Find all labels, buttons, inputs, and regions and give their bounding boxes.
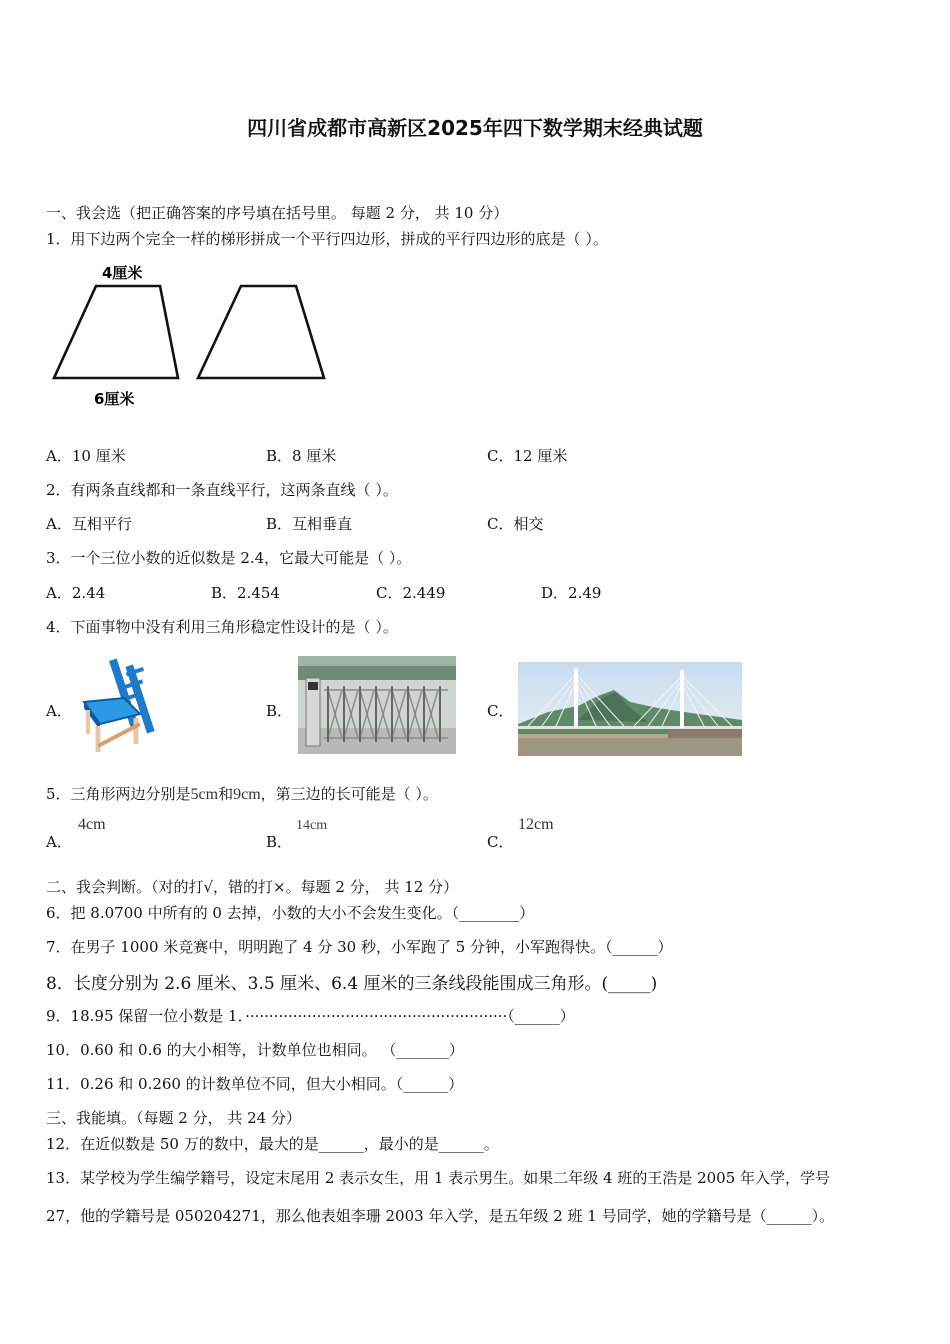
bridge-image	[518, 662, 742, 756]
q1-option-c: C．12 厘米	[487, 447, 568, 465]
question-3: 3．一个三位小数的近似数是 2.4，它最大可能是（ ）。	[46, 549, 412, 567]
chair-image	[78, 654, 158, 754]
q5-option-b: B．	[266, 833, 293, 851]
question-10: 10．0.60 和 0.6 的大小相等，计数单位也相同。 （_______）	[46, 1041, 464, 1059]
q3-option-b: B．2.454	[211, 584, 280, 602]
question-6: 6．把 8.0700 中所有的 0 去掉，小数的大小不会发生变化。（________）	[46, 904, 535, 922]
q5-option-b-value: 14cm	[296, 818, 328, 833]
question-4: 4．下面事物中没有利用三角形稳定性设计的是（ ）。	[46, 618, 398, 636]
q2-option-a: A．互相平行	[46, 515, 132, 533]
q5-option-a-value: 4cm	[78, 816, 106, 833]
q2-option-c: C．相交	[487, 515, 544, 533]
q4-option-b: B．	[266, 702, 293, 720]
section-2-heading: 二、我会判断。（对的打√，错的打×。每题 2 分， 共 12 分）	[46, 878, 459, 896]
q3-option-c: C．2.449	[376, 584, 446, 602]
q3-option-a: A．2.44	[46, 584, 106, 602]
q5-text-c: ，第三边的长可能是（ ）。	[260, 785, 438, 803]
q4-option-c: C．	[487, 702, 514, 720]
q1-option-a: A．10 厘米	[46, 447, 126, 465]
gate-image	[298, 656, 456, 754]
question-7: 7．在男子 1000 米竞赛中，明明跑了 4 分 30 秒，小军跑了 5 分钟，小军跑得快。（______）	[46, 938, 673, 956]
q2-option-b: B．互相垂直	[266, 515, 353, 533]
question-13-line-1: 13．某学校为学生编学籍号，设定末尾用 2 表示女生，用 1 表示男生。如果二年级 4 班的王浩是 2005 年入学，学号	[46, 1169, 831, 1187]
q1-option-b: B．8 厘米	[266, 447, 337, 465]
q5-text-a: 5．三角形两边分别是	[46, 785, 191, 803]
page-title: 四川省成都市高新区2025年四下数学期末经典试题	[247, 116, 703, 140]
q5-option-a: A．	[46, 833, 72, 851]
question-12: 12．在近似数是 50 万的数中，最大的是______，最小的是______。	[46, 1135, 499, 1153]
q3-option-d: D．2.49	[541, 584, 602, 602]
question-9: 9．18.95 保留一位小数是 1．·······················································（______）	[46, 1007, 575, 1025]
q5-side-1: 5cm	[190, 786, 219, 803]
q5-option-c-value: 12cm	[518, 816, 554, 833]
question-5	[46, 783, 438, 804]
q4-option-a: A．	[46, 702, 72, 720]
question-11: 11．0.26 和 0.260 的计数单位不同，但大小相同。（______）	[46, 1075, 464, 1093]
trapezoid-figure	[46, 258, 336, 414]
trapezoid-right	[198, 286, 324, 378]
top-length-label: 4厘米	[102, 264, 143, 282]
bottom-length-label: 6厘米	[94, 390, 135, 408]
section-1-heading: 一、我会选（把正确答案的序号填在括号里。 每题 2 分， 共 10 分）	[46, 204, 509, 222]
trapezoid-left	[54, 286, 178, 378]
question-2: 2．有两条直线都和一条直线平行，这两条直线（ ）。	[46, 481, 398, 499]
q5-option-c: C．	[487, 833, 514, 851]
question-13-line-2: 27，他的学籍号是 050204271，那么他表姐李珊 2003 年入学，是五年级 2 班 1 号同学，她的学籍号是（______）。	[46, 1207, 835, 1225]
section-3-heading: 三、我能填。（每题 2 分， 共 24 分）	[46, 1109, 301, 1127]
question-8: 8．长度分别为 2.6 厘米、3.5 厘米、6.4 厘米的三条线段能围成三角形。(_____)	[46, 974, 658, 994]
q5-text-b: 和	[218, 785, 234, 803]
question-1: 1．用下边两个完全一样的梯形拼成一个平行四边形，拼成的平行四边形的底是（ ）。	[46, 230, 608, 248]
q5-side-2: 9cm	[233, 786, 261, 803]
